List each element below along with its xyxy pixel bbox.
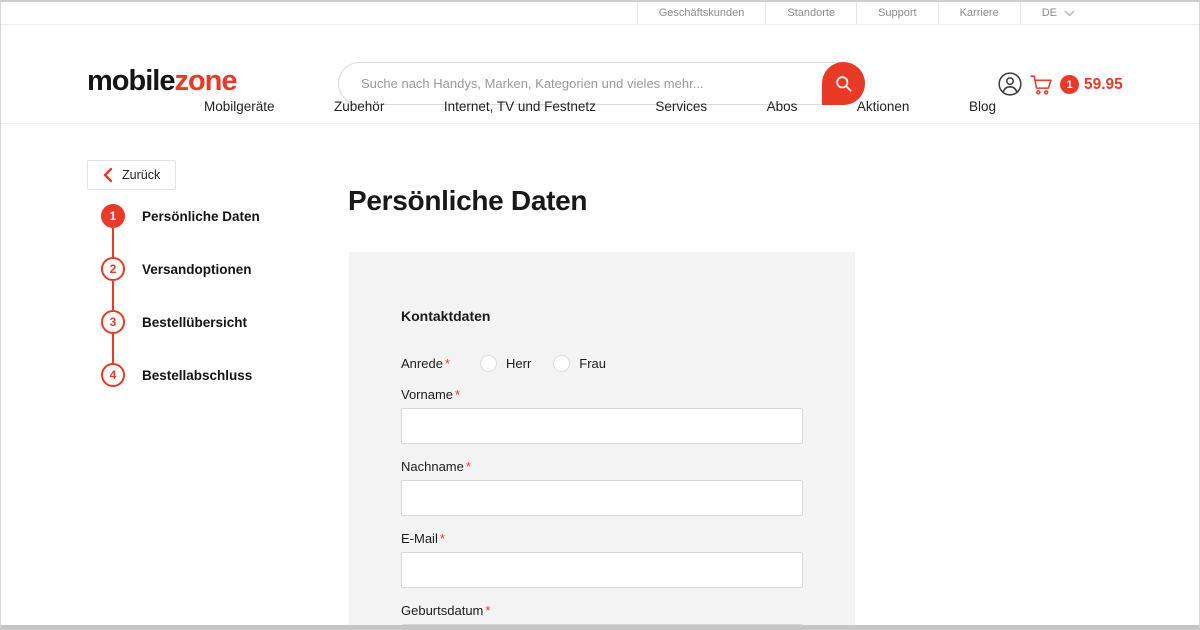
step-3-indicator: 3 (101, 310, 125, 334)
geburtsdatum-input[interactable] (401, 624, 803, 630)
step-1-label: Persönliche Daten (142, 208, 260, 224)
required-asterisk: * (455, 387, 461, 402)
step-personal-data (101, 204, 260, 228)
radio-frau[interactable] (553, 355, 570, 372)
step-4-indicator: 4 (101, 363, 125, 387)
step-3-label: Bestellübersicht (142, 314, 248, 330)
field-vorname (401, 387, 803, 444)
nav-item-internet-tv-festnetz[interactable]: Internet, TV und Festnetz (443, 98, 596, 114)
nav-item-mobilgeraete[interactable]: Mobilgeräte (204, 98, 275, 114)
salutation-row (401, 355, 803, 372)
section-title: Kontaktdaten (401, 308, 491, 324)
required-asterisk: * (465, 459, 471, 474)
field-email (401, 531, 803, 588)
contact-data-card (349, 252, 855, 630)
topbar-link-standorte[interactable]: Standorte (765, 2, 856, 24)
language-label: DE (1041, 7, 1057, 19)
required-asterisk: * (439, 531, 445, 546)
language-selector[interactable] (1020, 2, 1105, 24)
step-order-summary (101, 310, 260, 334)
field-geburtsdatum (401, 603, 803, 630)
back-button[interactable] (87, 160, 176, 190)
chevron-down-icon (1064, 10, 1075, 17)
utility-bar (1, 2, 1199, 25)
required-asterisk: * (444, 356, 450, 371)
step-1-indicator: 1 (101, 204, 125, 228)
nachname-input[interactable] (401, 480, 803, 516)
salutation-label: Anrede * (401, 356, 450, 371)
step-shipping-options (101, 257, 260, 281)
radio-herr-label: Herr (506, 356, 532, 371)
logo-text-red: zone (174, 65, 237, 97)
geburtsdatum-label: Geburtsdatum * (401, 603, 491, 618)
nachname-label: Nachname * (401, 459, 471, 474)
email-label: E-Mail * (401, 531, 445, 546)
nav-item-abos[interactable]: Abos (766, 98, 798, 114)
radio-option-frau[interactable] (553, 355, 606, 372)
chevron-left-icon (103, 168, 112, 182)
header (1, 25, 1199, 124)
cart-count-badge: 1 (1060, 75, 1079, 94)
radio-frau-label: Frau (579, 356, 607, 371)
nav-item-aktionen[interactable]: Aktionen (856, 98, 910, 114)
topbar-link-geschaeftskunden[interactable]: Geschäftskunden (637, 2, 766, 24)
step-2-label: Versandoptionen (142, 261, 252, 277)
required-asterisk: * (485, 603, 491, 618)
checkout-stepper (101, 204, 260, 387)
email-input[interactable] (401, 552, 803, 588)
field-nachname (401, 459, 803, 516)
main-nav (1, 89, 1199, 123)
nav-item-zubehoer[interactable]: Zubehör (334, 98, 385, 114)
nav-item-services[interactable]: Services (655, 98, 708, 114)
step-4-label: Bestellabschluss (142, 367, 253, 383)
topbar-link-karriere[interactable]: Karriere (938, 2, 1020, 24)
vorname-input[interactable] (401, 408, 803, 444)
logo-text-black: mobile (87, 65, 175, 97)
radio-option-herr[interactable] (480, 355, 531, 372)
topbar-link-support[interactable]: Support (856, 2, 938, 24)
page-title: Persönliche Daten (348, 185, 588, 216)
vorname-label: Vorname * (401, 387, 461, 402)
back-button-label: Zurück (122, 168, 161, 182)
step-order-completion (101, 363, 260, 387)
step-2-indicator: 2 (101, 257, 125, 281)
cart-total: 59.95 (1084, 75, 1123, 93)
nav-item-blog[interactable]: Blog (968, 98, 996, 114)
radio-herr[interactable] (480, 355, 497, 372)
